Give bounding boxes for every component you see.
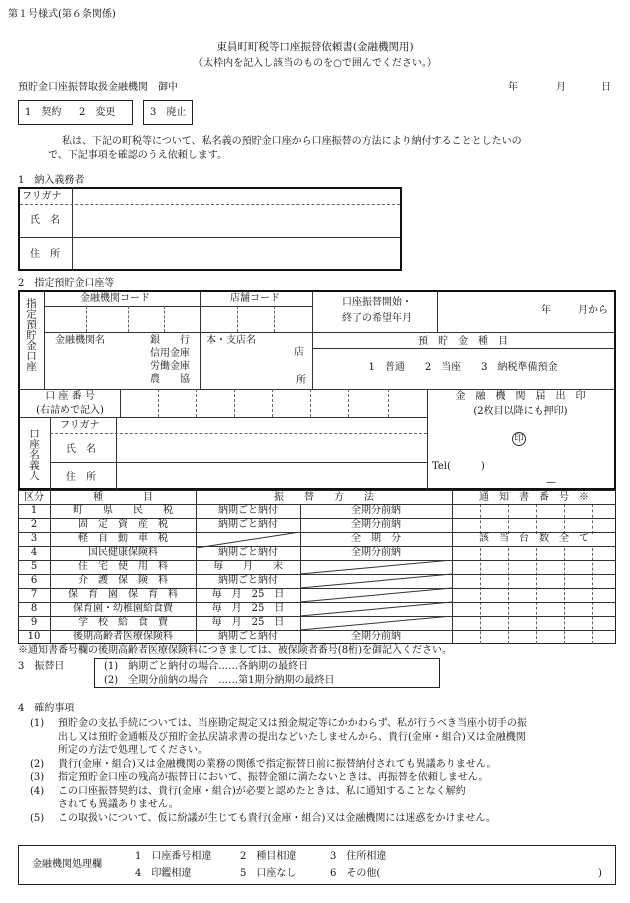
branch-type-ten[interactable]: 店 — [294, 347, 304, 358]
intro-line-2: で、下記事項を確認のうえ依頼します。 — [48, 150, 227, 161]
bank-type-shinkin[interactable]: 信用金庫 — [150, 348, 190, 359]
row-item: 固 定 資 産 税 — [78, 519, 168, 530]
seal-title: 金 融 機 関 届 出 印 — [455, 391, 586, 402]
row-number: 8 — [30, 603, 38, 614]
section1-heading: 1 納入義務者 — [18, 175, 85, 186]
proc-account-mismatch[interactable]: 1 口座番号相違 — [135, 851, 212, 862]
row-item: 介 護 保 険 料 — [78, 575, 168, 586]
holder-name-label: 氏 名 — [66, 444, 96, 455]
th-category: 区分 — [24, 492, 44, 503]
th-method: 振 替 方 法 — [274, 492, 374, 503]
row-number: 4 — [30, 547, 38, 558]
row-method-prepay[interactable]: 全期分前納 — [351, 547, 401, 558]
term-text: この取扱いについて、仮に紛議が生じても貴行(金庫・組合)又は金融機関には迷惑をかけません。 — [58, 812, 497, 824]
bank-code-input[interactable] — [48, 307, 198, 331]
term-text: 預貯金の支払手続については、当座勘定規定又は預金規定等にかかわらず、私が行うべき当座小切手の振 — [58, 718, 527, 729]
transfer-date-line-1: (1) 納期ごと納付の場合……各納期の最終日 — [104, 661, 309, 672]
holder-name-input[interactable] — [120, 436, 424, 460]
row-method-installment[interactable]: 毎 月 25 日 — [211, 589, 285, 600]
th-notice-number: 通 知 書 番 号 ※ — [479, 492, 589, 503]
row-item: 学 校 給 食 費 — [78, 617, 168, 628]
start-end-label-2: 終了の希望年月 — [342, 313, 412, 324]
account-number-note: (右詰めで記入) — [36, 405, 104, 416]
row-item: 保育園・幼稚園給食費 — [73, 603, 173, 614]
proc-type-mismatch[interactable]: 2 種目相違 — [240, 851, 297, 862]
row-number: 5 — [30, 561, 38, 572]
section3-heading: 3 振替日 — [18, 661, 65, 672]
term-text: されても異議ありません。 — [58, 799, 179, 810]
account-type-title: 預 貯 金 種 目 — [418, 336, 508, 347]
table-footnote: ※通知書番号欄の後期高齢者医療保険料につきましては、被保険者番号(8桁)を御記入ください。 — [18, 645, 452, 656]
start-end-label-1: 口座振替開始・ — [342, 297, 412, 308]
row-method-prepay[interactable]: 全期分前納 — [351, 519, 401, 530]
term-number: (1) — [30, 718, 45, 729]
row-method-installment[interactable]: 納期ごと納付 — [218, 631, 278, 642]
term-text: 貴行(金庫・組合)又は金融機関の業務の関係で指定振替日前に振替納付されても異議ありません。 — [58, 758, 497, 770]
row-item: 住 宅 使 用 料 — [78, 561, 168, 572]
row-number: 2 — [30, 519, 38, 530]
empty-cells-slash — [300, 560, 452, 616]
term-text: 所定の方法で処理してください。 — [58, 745, 208, 756]
row-item: 後期高齢者医療保険料 — [73, 631, 173, 642]
form-title: 東員町町税等口座振替依頼書(金融機関用) — [216, 41, 414, 53]
holder-address-input[interactable] — [120, 465, 424, 488]
account-number-label: 口 座 番 号 — [45, 391, 95, 402]
row-number: 6 — [30, 575, 38, 586]
row-number: 9 — [30, 617, 38, 628]
row-number: 10 — [27, 631, 41, 642]
seal-mark[interactable]: 印 — [512, 432, 526, 446]
date-day[interactable]: 日 — [601, 82, 611, 93]
term-text: 出し又は預貯金通帳及び預貯金払戻請求書の提出などいたしませんから、貴行(金庫・組合)又は金融機関 — [58, 731, 526, 743]
term-number: (5) — [30, 812, 45, 824]
row-method-installment[interactable]: 毎 月 25 日 — [211, 617, 285, 628]
row-item: 国民健康保険料 — [88, 547, 158, 558]
proc-other[interactable]: 6 その他( — [330, 868, 381, 879]
th-item: 種 目 — [93, 492, 153, 503]
section2-heading: 2 指定預貯金口座等 — [18, 278, 115, 289]
option-abolish[interactable]: 3 廃止 — [150, 107, 187, 118]
row-number: 7 — [30, 589, 38, 600]
row-method-prepay[interactable]: 全期分前納 — [351, 505, 401, 516]
bank-type-nokyo[interactable]: 農 協 — [150, 374, 190, 385]
term-text: 指定預貯金口座の残高が振替日において、振替金額に満たないときは、再振替を依頼しません。 — [58, 772, 489, 783]
option-change[interactable]: 2 変更 — [79, 107, 116, 118]
account-number-input[interactable] — [122, 391, 426, 415]
start-year-label[interactable]: 年 — [541, 305, 551, 316]
payer-furigana-label: フリガナ — [22, 191, 62, 202]
row-method-prepay[interactable]: 全期分前納 — [351, 631, 401, 642]
row-method-prepay[interactable]: 全 期 分 — [351, 533, 401, 544]
start-month-label[interactable]: 月から — [578, 305, 608, 316]
row-method-installment[interactable]: 納期ごと納付 — [218, 505, 278, 516]
option-contract[interactable]: 1 契約 — [25, 107, 62, 118]
row-notice-number[interactable]: 該 当 台 数 全 て — [479, 533, 589, 544]
proc-address-mismatch[interactable]: 3 住所相違 — [330, 851, 387, 862]
tel-dash: — — [546, 477, 556, 488]
row-number: 3 — [30, 533, 38, 544]
proc-no-account[interactable]: 5 口座なし — [240, 868, 297, 879]
date-year[interactable]: 年 — [508, 82, 518, 93]
processing-box — [18, 845, 616, 885]
intro-line-1: 私は、下記の町税等について、私名義の預貯金口座から口座振替の方法により納付することとしたいの — [62, 136, 522, 147]
term-text: この口座振替契約は、貴行(金庫・組合)が必要と認めたときは、私に通知することなく解約 — [58, 785, 466, 797]
bank-name-label: 金融機関名 — [55, 335, 105, 346]
form-subtitle: （太枠内を記入し該当のものを○で囲んでください。） — [193, 58, 437, 69]
holder-furigana-label: フリガナ — [60, 420, 100, 431]
bank-type-rokin[interactable]: 労働金庫 — [150, 361, 190, 372]
processing-label: 金融機関処理欄 — [32, 859, 102, 870]
tel-label[interactable]: Tel( ) — [432, 461, 485, 472]
row-method-installment[interactable]: 毎 月 末 — [213, 561, 283, 572]
account-type-options[interactable]: 1 普通 2 当座 3 納税準備預金 — [368, 362, 558, 373]
branch-code-label: 店舗コード — [230, 293, 280, 304]
contract-change-box[interactable] — [18, 100, 133, 125]
abolish-box[interactable] — [143, 100, 193, 125]
row-item: 軽 自 動 車 税 — [78, 533, 168, 544]
form-number: 第１号様式(第６条関係) — [8, 9, 116, 20]
addressee: 預貯金口座振替取扱金融機関 御中 — [18, 82, 178, 93]
date-month[interactable]: 月 — [556, 82, 566, 93]
payer-address-label: 住 所 — [30, 249, 60, 260]
proc-seal-mismatch[interactable]: 4 印鑑相違 — [135, 868, 192, 879]
seal-note: (2枚目以降にも押印) — [473, 406, 568, 417]
section4-heading: 4 確約事項 — [18, 703, 75, 714]
term-number: (2) — [30, 758, 45, 770]
branch-name-label: 本・支店名 — [206, 335, 256, 346]
row-item: 町 県 民 税 — [73, 505, 173, 516]
payer-name-label: 氏 名 — [30, 215, 60, 226]
payer-address-input[interactable] — [80, 240, 396, 268]
designated-account-label: 指定預貯金口座 — [25, 298, 38, 372]
row-method-installment[interactable]: 納期ごと納付 — [218, 547, 278, 558]
row-item: 保 育 園 保 育 料 — [68, 589, 178, 600]
account-holder-label: 口座名義人 — [28, 428, 41, 481]
row-method-installment[interactable]: 納期ごと納付 — [218, 575, 278, 586]
empty-cell-slash-9 — [300, 616, 452, 630]
empty-cell-slash — [196, 532, 300, 548]
row-method-installment[interactable]: 納期ごと納付 — [218, 519, 278, 530]
branch-code-input[interactable] — [202, 307, 310, 331]
term-number: (4) — [30, 785, 45, 797]
proc-other-close: ) — [598, 868, 602, 879]
bank-code-label: 金融機関コード — [80, 293, 150, 304]
bank-type-bank[interactable]: 銀 行 — [150, 335, 190, 346]
row-number: 1 — [30, 505, 38, 516]
holder-address-label: 住 所 — [66, 472, 96, 483]
branch-type-sho[interactable]: 所 — [296, 375, 306, 386]
term-number: (3) — [30, 772, 45, 783]
row-method-installment[interactable]: 毎 月 25 日 — [211, 603, 285, 614]
payer-name-input[interactable] — [80, 205, 396, 235]
transfer-date-line-2: (2) 全期分前納の場合 ……第1期分納期の最終日 — [104, 675, 335, 686]
